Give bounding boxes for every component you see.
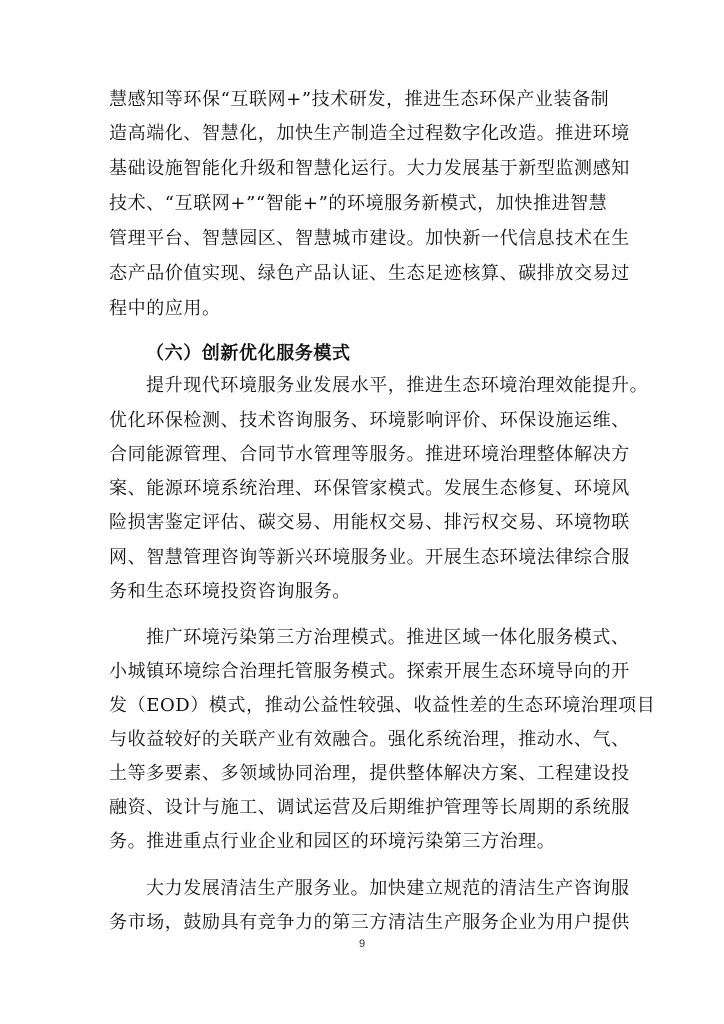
text-line: 务和生态环境投资咨询服务。 <box>109 581 351 602</box>
text-line: 小城镇环境综合治理托管服务模式。探索开展生态环境导向的开 <box>109 661 630 682</box>
text-line: 态产品价值实现、绿色产品认证、生态足迹核算、碳排放交易过 <box>109 263 630 284</box>
text-line: 网、智慧管理咨询等新兴环境服务业。开展生态环境法律综合服 <box>109 547 630 568</box>
page-number: 9 <box>358 938 366 950</box>
text-line: 慧感知等环保“互联网+”技术研发，推进生态环保产业装备制 <box>109 89 610 110</box>
text-line: 融资、设计与施工、调试运营及后期维护管理等长周期的系统服 <box>109 797 630 818</box>
text-line: 与收益较好的关联产业有效融合。强化系统治理，推动水、气、 <box>109 729 630 750</box>
text-line: 合同能源管理、合同节水管理等服务。推进环境治理整体解决方 <box>109 444 630 465</box>
text-line: 务。推进重点行业企业和园区的环境污染第三方治理。 <box>109 831 556 852</box>
paragraph-first-line: 大力发展清洁生产服务业。加快建立规范的清洁生产咨询服 <box>146 878 630 899</box>
text-line: 土等多要素、多领域协同治理，提供整体解决方案、工程建设投 <box>109 763 630 784</box>
text-line: 基础设施智能化升级和智慧化运行。大力发展基于新型监测感知 <box>109 158 630 179</box>
text-line: 案、能源环境系统治理、环保管家模式。发展生态修复、环境风 <box>109 478 630 499</box>
text-line: 程中的应用。 <box>109 298 221 319</box>
text-line: 造高端化、智慧化，加快生产制造全过程数字化改造。推进环境 <box>109 123 630 144</box>
text-line: 管理平台、智慧园区、智慧城市建设。加快新一代信息技术在生 <box>109 228 630 249</box>
text-line: 技术、“互联网+”“智能+”的环境服务新模式，加快推进智慧 <box>109 193 608 214</box>
paragraph-first-line: 推广环境污染第三方治理模式。推进区域一体化服务模式、 <box>146 627 630 648</box>
text-line: 务市场，鼓励具有竞争力的第三方清洁生产服务企业为用户提供 <box>109 912 630 933</box>
text-line: 发（EOD）模式，推动公益性较强、收益性差的生态环境治理项目 <box>109 695 656 716</box>
text-line: 优化环保检测、技术咨询服务、环境影响评价、环保设施运维、 <box>109 410 630 431</box>
section-heading: （六）创新优化服务模式 <box>146 343 351 364</box>
paragraph-first-line: 提升现代环境服务业发展水平，推进生态环境治理效能提升。 <box>146 375 649 396</box>
text-line: 险损害鉴定评估、碳交易、用能权交易、排污权交易、环境物联 <box>109 512 630 533</box>
